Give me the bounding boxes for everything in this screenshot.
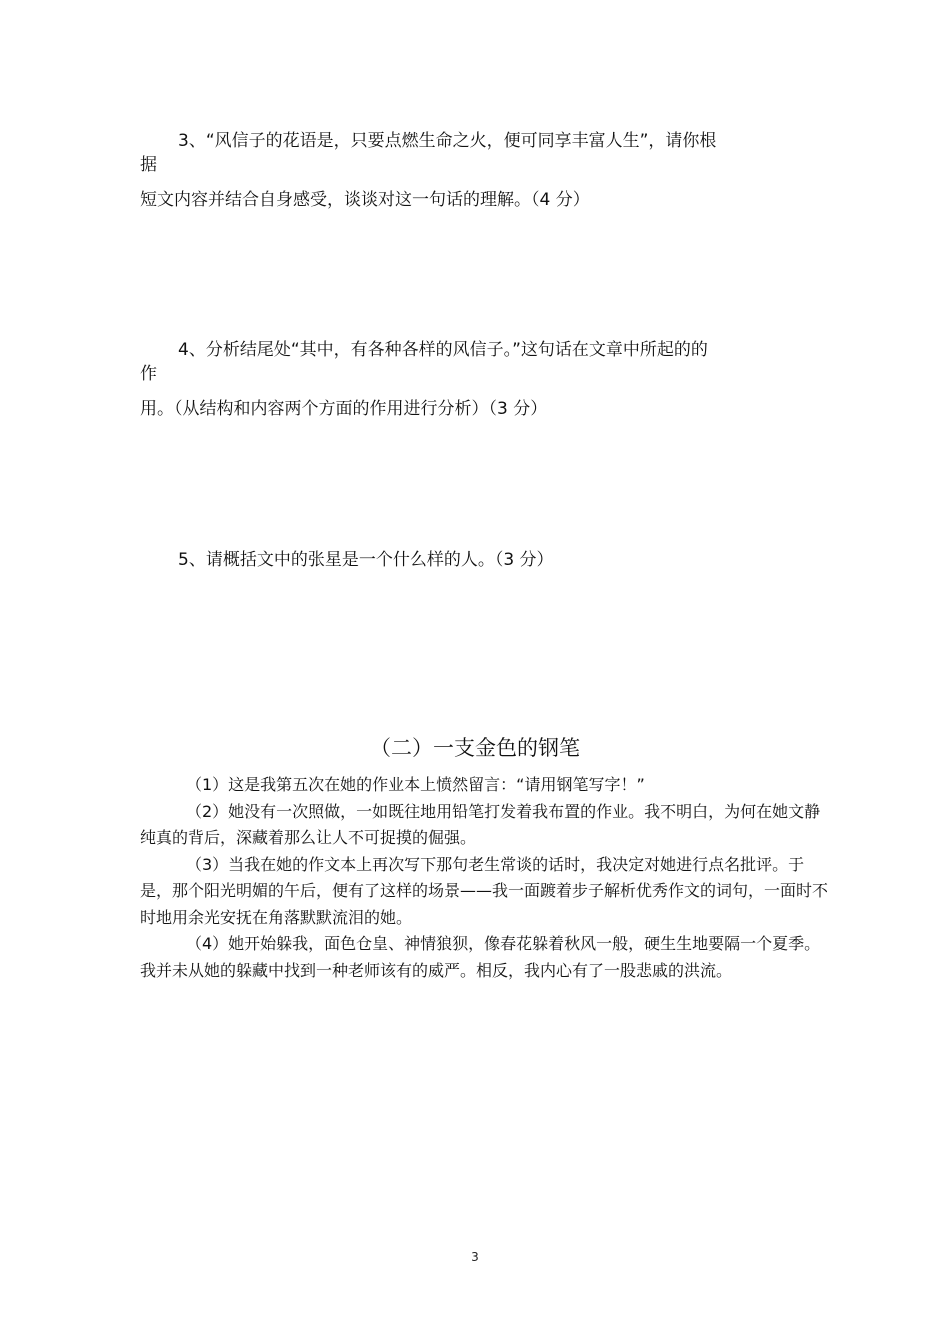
paragraph-3: （3）当我在她的作文本上再次写下那句老生常谈的话时，我决定对她进行点名批评。于是，那个阳光明媚的午后，便有了这样的场景——我一面踱着步子解析优秀作文的词句，一面时不时地用余光安抚在角落默默流泪的她。 (140, 854, 829, 927)
question-5-line-1: 5、请概括文中的张星是一个什么样的人。（3 分） (178, 550, 554, 570)
question-3 (140, 130, 830, 211)
question-3-line-1: 3、“风信子的花语是，只要点燃生命之火，便可同享丰富人生”，请你根 (178, 131, 717, 151)
question-4 (140, 339, 830, 420)
section-title: （二）一支金色的钢笔 (370, 736, 580, 760)
page-number: 3 (471, 1250, 479, 1264)
question-4-line-1: 4、分析结尾处“其中，有各种各样的风信子。”这句话在文章中所起的的 (178, 340, 708, 360)
section-body (140, 772, 830, 984)
question-4-line-2: 作 (140, 364, 157, 384)
question-5 (140, 549, 830, 571)
paragraph-2: （2）她没有一次照做，一如既往地用铅笔打发着我布置的作业。我不明白，为何在她文静纯真的背后，深藏着那么让人不可捉摸的倔强。 (140, 801, 821, 847)
question-3-line-2: 据 (140, 155, 157, 175)
question-4-line-3: 用。（从结构和内容两个方面的作用进行分析）（3 分） (140, 399, 548, 419)
question-3-line-3: 短文内容并结合自身感受，谈谈对这一句话的理解。（4 分） (140, 190, 590, 210)
paragraph-1: （1）这是我第五次在她的作业本上愤然留言：“请用钢笔写字！” (186, 775, 645, 794)
paragraph-4: （4）她开始躲我，面色仓皇、神情狼狈，像春花躲着秋风一般，硬生生地要隔一个夏季。我并未从她的躲藏中找到一种老师该有的威严。相反，我内心有了一股悲戚的洪流。 (140, 934, 821, 980)
